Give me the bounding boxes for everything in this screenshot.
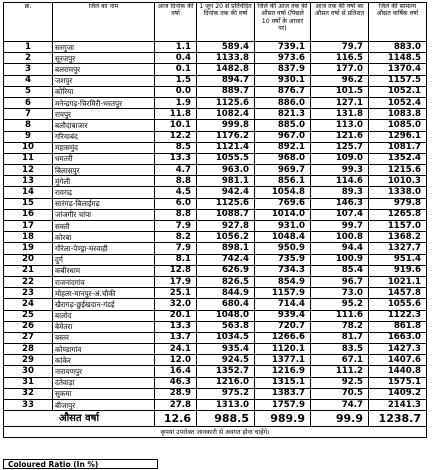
row-normal-avg: 930.1 — [255, 75, 311, 86]
row-from-june: 935.4 — [197, 344, 255, 355]
row-district: दंतेवाड़ा — [53, 377, 155, 388]
row-annual-avg: 861.8 — [369, 321, 427, 332]
row-normal-avg: 931.0 — [255, 221, 311, 232]
table-row — [4, 388, 427, 399]
row-annual-avg: 1148.5 — [369, 53, 427, 64]
row-annual-avg: 1052.1 — [369, 86, 427, 97]
row-sn: 15 — [4, 198, 53, 209]
row-from-june: 563.8 — [197, 321, 255, 332]
row-sn: 6 — [4, 97, 53, 108]
row-today: 8.5 — [155, 142, 197, 153]
row-percent: 83.5 — [311, 344, 369, 355]
table-row — [4, 97, 427, 108]
table-row — [4, 400, 427, 411]
row-sn: 4 — [4, 75, 53, 86]
row-district: बस्तर — [53, 332, 155, 343]
table-row — [4, 366, 427, 377]
row-today: 8.2 — [155, 232, 197, 243]
row-normal-avg: 939.4 — [255, 310, 311, 321]
row-normal-avg: 720.7 — [255, 321, 311, 332]
row-normal-avg: 876.7 — [255, 86, 311, 97]
table-row — [4, 142, 427, 153]
row-percent: 67.1 — [311, 355, 369, 366]
row-sn: 28 — [4, 344, 53, 355]
table-row — [4, 209, 427, 220]
table-row — [4, 165, 427, 176]
row-percent: 109.0 — [311, 153, 369, 164]
row-from-june: 1125.6 — [197, 198, 255, 209]
row-sn: 8 — [4, 120, 53, 131]
row-from-june: 1082.4 — [197, 109, 255, 120]
row-district: सक्ती — [53, 221, 155, 232]
row-normal-avg: 769.6 — [255, 198, 311, 209]
row-district: खैरागढ़-छुईखदान-गंडई — [53, 299, 155, 310]
row-normal-avg: 735.9 — [255, 254, 311, 265]
row-from-june: 1121.4 — [197, 142, 255, 153]
table-row — [4, 153, 427, 164]
row-today: 7.9 — [155, 221, 197, 232]
table-row — [4, 232, 427, 243]
row-sn: 11 — [4, 153, 53, 164]
row-from-june: 1176.2 — [197, 131, 255, 142]
row-percent: 127.1 — [311, 97, 369, 108]
row-percent: 121.6 — [311, 131, 369, 142]
row-annual-avg: 1083.8 — [369, 109, 427, 120]
table-row — [4, 75, 427, 86]
row-normal-avg: 973.6 — [255, 53, 311, 64]
table-row — [4, 276, 427, 287]
row-district: जांजगीर चांपा — [53, 209, 155, 220]
table-row — [4, 265, 427, 276]
row-today: 32.0 — [155, 299, 197, 310]
row-percent: 78.2 — [311, 321, 369, 332]
row-sn: 30 — [4, 366, 53, 377]
table-row — [4, 288, 427, 299]
row-sn: 33 — [4, 400, 53, 411]
table-body — [4, 42, 427, 411]
table-row — [4, 355, 427, 366]
row-today: 13.3 — [155, 153, 197, 164]
table-row — [4, 321, 427, 332]
row-from-june: 1056.2 — [197, 232, 255, 243]
row-from-june: 942.4 — [197, 187, 255, 198]
row-sn: 14 — [4, 187, 53, 198]
row-district: मुंगेली — [53, 176, 155, 187]
row-sn: 27 — [4, 332, 53, 343]
row-district: धमतरी — [53, 153, 155, 164]
row-sn: 17 — [4, 221, 53, 232]
row-sn: 26 — [4, 321, 53, 332]
row-from-june: 1313.0 — [197, 400, 255, 411]
table-row — [4, 120, 427, 131]
row-percent: 113.0 — [311, 120, 369, 131]
row-from-june: 1352.7 — [197, 366, 255, 377]
row-district: कबीरधाम — [53, 265, 155, 276]
row-annual-avg: 1440.8 — [369, 366, 427, 377]
row-normal-avg: 886.0 — [255, 97, 311, 108]
row-sn: 16 — [4, 209, 53, 220]
table-row — [4, 310, 427, 321]
row-district: सुकमा — [53, 388, 155, 399]
row-sn: 20 — [4, 254, 53, 265]
table-row — [4, 131, 427, 142]
row-today: 1.5 — [155, 75, 197, 86]
row-percent: 99.7 — [311, 221, 369, 232]
row-from-june: 963.0 — [197, 165, 255, 176]
row-annual-avg: 1021.1 — [369, 276, 427, 287]
row-today: 4.7 — [155, 165, 197, 176]
table-row — [4, 198, 427, 209]
row-normal-avg: 1216.9 — [255, 366, 311, 377]
row-today: 4.5 — [155, 187, 197, 198]
row-annual-avg: 1010.3 — [369, 176, 427, 187]
row-sn: 18 — [4, 232, 53, 243]
row-percent: 101.5 — [311, 86, 369, 97]
row-today: 27.8 — [155, 400, 197, 411]
table-row — [4, 344, 427, 355]
row-district: कोण्डागांव — [53, 344, 155, 355]
row-from-june: 927.8 — [197, 221, 255, 232]
row-from-june: 742.4 — [197, 254, 255, 265]
row-percent: 100.8 — [311, 232, 369, 243]
row-sn: 23 — [4, 288, 53, 299]
row-today: 13.3 — [155, 321, 197, 332]
row-today: 12.2 — [155, 131, 197, 142]
row-today: 28.9 — [155, 388, 197, 399]
row-district: मनेन्द्रगढ़-चिरमिरी-भरतपुर — [53, 97, 155, 108]
row-sn: 5 — [4, 86, 53, 97]
row-annual-avg: 1338.0 — [369, 187, 427, 198]
row-annual-avg: 979.8 — [369, 198, 427, 209]
total-today: 12.6 — [155, 411, 197, 427]
row-sn: 22 — [4, 276, 53, 287]
row-district: कोरिया — [53, 86, 155, 97]
total-from-june: 988.5 — [197, 411, 255, 427]
row-today: 12.8 — [155, 265, 197, 276]
row-district: बेमेतरा — [53, 321, 155, 332]
row-normal-avg: 969.7 — [255, 165, 311, 176]
row-annual-avg: 1368.2 — [369, 232, 427, 243]
row-today: 1.1 — [155, 42, 197, 53]
row-from-june: 1482.8 — [197, 64, 255, 75]
row-percent: 94.4 — [311, 243, 369, 254]
row-normal-avg: 1157.9 — [255, 288, 311, 299]
table-row — [4, 332, 427, 343]
row-district: कांकेर — [53, 355, 155, 366]
row-normal-avg: 1120.1 — [255, 344, 311, 355]
row-normal-avg: 1377.1 — [255, 355, 311, 366]
row-district: बलौदाबाजार — [53, 120, 155, 131]
row-today: 8.8 — [155, 176, 197, 187]
row-today: 20.1 — [155, 310, 197, 321]
table-row — [4, 176, 427, 187]
row-percent: 85.4 — [311, 265, 369, 276]
row-annual-avg: 1370.4 — [369, 64, 427, 75]
row-district: मोहला-मानपुर-अं.चौकी — [53, 288, 155, 299]
header-normal-avg: जिले की आज तक की औसत वर्षा (पिछले 10 वर्षों के आधार पर) — [255, 3, 311, 42]
rainfall-report — [3, 2, 426, 438]
row-normal-avg: 1383.7 — [255, 388, 311, 399]
row-percent: 70.5 — [311, 388, 369, 399]
row-percent: 100.9 — [311, 254, 369, 265]
row-normal-avg: 837.9 — [255, 64, 311, 75]
total-normal-avg: 989.9 — [255, 411, 311, 427]
row-percent: 107.4 — [311, 209, 369, 220]
row-annual-avg: 1327.7 — [369, 243, 427, 254]
row-from-june: 1055.5 — [197, 153, 255, 164]
row-sn: 31 — [4, 377, 53, 388]
row-percent: 89.3 — [311, 187, 369, 198]
row-today: 0.0 — [155, 86, 197, 97]
row-district: रायपुर — [53, 109, 155, 120]
total-row — [4, 411, 427, 427]
row-sn: 9 — [4, 131, 53, 142]
row-normal-avg: 854.9 — [255, 276, 311, 287]
row-from-june: 1034.5 — [197, 332, 255, 343]
row-sn: 12 — [4, 165, 53, 176]
row-annual-avg: 1157.0 — [369, 221, 427, 232]
row-normal-avg: 967.0 — [255, 131, 311, 142]
row-district: गरियाबंद — [53, 131, 155, 142]
total-label: औसत वर्षा — [4, 411, 155, 427]
row-percent: 111.2 — [311, 366, 369, 377]
row-district: कोरबा — [53, 232, 155, 243]
row-normal-avg: 714.4 — [255, 299, 311, 310]
header-from-june: 1 जून 20 से प्रतिवेदित दिनांक तक की वर्षा — [197, 3, 255, 42]
row-annual-avg: 919.6 — [369, 265, 427, 276]
row-today: 46.3 — [155, 377, 197, 388]
row-sn: 32 — [4, 388, 53, 399]
row-normal-avg: 1315.1 — [255, 377, 311, 388]
row-percent: 177.0 — [311, 64, 369, 75]
row-today: 1.9 — [155, 97, 197, 108]
row-percent: 116.5 — [311, 53, 369, 64]
row-district: बालोद — [53, 310, 155, 321]
row-sn: 7 — [4, 109, 53, 120]
row-percent: 99.3 — [311, 165, 369, 176]
row-district: बिलासपुर — [53, 165, 155, 176]
table-row — [4, 187, 427, 198]
row-today: 10.1 — [155, 120, 197, 131]
row-from-june: 1088.7 — [197, 209, 255, 220]
row-annual-avg: 1157.5 — [369, 75, 427, 86]
row-normal-avg: 1757.9 — [255, 400, 311, 411]
row-from-june: 981.1 — [197, 176, 255, 187]
row-today: 8.8 — [155, 209, 197, 220]
header-percent: आज तक की वर्षा का औसत वर्षा से प्रतिशत — [311, 3, 369, 42]
header-sn: क्र. — [4, 3, 53, 42]
row-annual-avg: 1085.0 — [369, 120, 427, 131]
row-annual-avg: 1427.3 — [369, 344, 427, 355]
row-normal-avg: 856.1 — [255, 176, 311, 187]
row-from-june: 626.9 — [197, 265, 255, 276]
row-annual-avg: 2141.3 — [369, 400, 427, 411]
row-today: 17.9 — [155, 276, 197, 287]
row-sn: 25 — [4, 310, 53, 321]
total-percent: 99.9 — [311, 411, 369, 427]
row-today: 0.1 — [155, 64, 197, 75]
row-annual-avg: 1265.8 — [369, 209, 427, 220]
row-percent: 125.7 — [311, 142, 369, 153]
row-normal-avg: 1266.6 — [255, 332, 311, 343]
row-from-june: 1216.0 — [197, 377, 255, 388]
row-percent: 74.7 — [311, 400, 369, 411]
row-annual-avg: 1457.8 — [369, 288, 427, 299]
row-from-june: 680.4 — [197, 299, 255, 310]
row-district: सरगुजा — [53, 42, 155, 53]
row-sn: 1 — [4, 42, 53, 53]
row-normal-avg: 1054.8 — [255, 187, 311, 198]
row-annual-avg: 1296.1 — [369, 131, 427, 142]
header-today: आज दिनांक की वर्षा — [155, 3, 197, 42]
row-percent: 95.2 — [311, 299, 369, 310]
row-district: सूरजपुर — [53, 53, 155, 64]
header-annual-avg: जिले की सामान्य औसत वार्षिक वर्षा — [369, 3, 427, 42]
table-row — [4, 254, 427, 265]
row-sn: 10 — [4, 142, 53, 153]
row-from-june: 1048.0 — [197, 310, 255, 321]
row-from-june: 894.7 — [197, 75, 255, 86]
row-from-june: 975.2 — [197, 388, 255, 399]
row-percent: 111.6 — [311, 310, 369, 321]
row-today: 12.0 — [155, 355, 197, 366]
row-from-june: 826.5 — [197, 276, 255, 287]
row-sn: 3 — [4, 64, 53, 75]
rainfall-table — [3, 2, 427, 438]
table-row — [4, 243, 427, 254]
table-row — [4, 42, 427, 53]
row-percent: 114.6 — [311, 176, 369, 187]
row-annual-avg: 1407.6 — [369, 355, 427, 366]
row-normal-avg: 885.0 — [255, 120, 311, 131]
row-normal-avg: 950.9 — [255, 243, 311, 254]
row-sn: 13 — [4, 176, 53, 187]
row-normal-avg: 821.3 — [255, 109, 311, 120]
row-from-june: 898.1 — [197, 243, 255, 254]
row-district: राजनांदगांव — [53, 276, 155, 287]
row-annual-avg: 1081.7 — [369, 142, 427, 153]
row-annual-avg: 951.4 — [369, 254, 427, 265]
note-row — [4, 427, 427, 438]
coloured-ratio-legend: Coloured Ratio (In %) — [3, 459, 158, 469]
row-percent: 81.7 — [311, 332, 369, 343]
row-district: महासमुंद — [53, 142, 155, 153]
row-percent: 92.5 — [311, 377, 369, 388]
row-annual-avg: 883.0 — [369, 42, 427, 53]
row-today: 13.7 — [155, 332, 197, 343]
row-annual-avg: 1215.6 — [369, 165, 427, 176]
row-annual-avg: 1052.4 — [369, 97, 427, 108]
row-district: दुर्ग — [53, 254, 155, 265]
row-district: जशपुर — [53, 75, 155, 86]
row-percent: 96.2 — [311, 75, 369, 86]
row-from-june: 889.7 — [197, 86, 255, 97]
row-today: 6.0 — [155, 198, 197, 209]
row-district: नारायणपुर — [53, 366, 155, 377]
row-today: 11.8 — [155, 109, 197, 120]
total-annual-avg: 1238.7 — [369, 411, 427, 427]
row-sn: 24 — [4, 299, 53, 310]
row-sn: 19 — [4, 243, 53, 254]
row-normal-avg: 968.0 — [255, 153, 311, 164]
table-row — [4, 109, 427, 120]
row-district: गौरेला-पेण्ड्रा-मरवाही — [53, 243, 155, 254]
table-header-row — [4, 3, 427, 42]
row-from-june: 1125.6 — [197, 97, 255, 108]
note-text: कृपया उपरोक्त जानकारी से अवगत होना चाहेंगे। — [4, 427, 427, 438]
row-percent: 96.7 — [311, 276, 369, 287]
row-normal-avg: 892.1 — [255, 142, 311, 153]
row-from-june: 999.8 — [197, 120, 255, 131]
row-from-june: 589.4 — [197, 42, 255, 53]
row-today: 16.4 — [155, 366, 197, 377]
table-row — [4, 53, 427, 64]
row-district: रायगढ़ — [53, 187, 155, 198]
row-percent: 131.8 — [311, 109, 369, 120]
row-annual-avg: 1409.2 — [369, 388, 427, 399]
row-annual-avg: 1055.6 — [369, 299, 427, 310]
table-row — [4, 221, 427, 232]
row-normal-avg: 734.3 — [255, 265, 311, 276]
table-row — [4, 299, 427, 310]
row-sn: 21 — [4, 265, 53, 276]
row-annual-avg: 1122.3 — [369, 310, 427, 321]
row-today: 24.1 — [155, 344, 197, 355]
row-from-june: 844.9 — [197, 288, 255, 299]
row-today: 7.9 — [155, 243, 197, 254]
row-today: 25.1 — [155, 288, 197, 299]
table-row — [4, 64, 427, 75]
row-district: बलरामपुर — [53, 64, 155, 75]
row-normal-avg: 1014.0 — [255, 209, 311, 220]
header-district: जिले का नाम — [53, 3, 155, 42]
row-annual-avg: 1663.0 — [369, 332, 427, 343]
row-sn: 2 — [4, 53, 53, 64]
row-district: बीजापुर — [53, 400, 155, 411]
table-row — [4, 86, 427, 97]
row-annual-avg: 1352.4 — [369, 153, 427, 164]
row-today: 0.4 — [155, 53, 197, 64]
row-sn: 29 — [4, 355, 53, 366]
row-district: सारंगढ़-बिलाईगढ़ — [53, 198, 155, 209]
table-row — [4, 377, 427, 388]
row-normal-avg: 1048.4 — [255, 232, 311, 243]
row-from-june: 1133.8 — [197, 53, 255, 64]
row-annual-avg: 1575.1 — [369, 377, 427, 388]
row-normal-avg: 739.1 — [255, 42, 311, 53]
row-percent: 146.3 — [311, 198, 369, 209]
row-today: 8.1 — [155, 254, 197, 265]
row-percent: 79.7 — [311, 42, 369, 53]
row-from-june: 924.5 — [197, 355, 255, 366]
row-percent: 73.0 — [311, 288, 369, 299]
